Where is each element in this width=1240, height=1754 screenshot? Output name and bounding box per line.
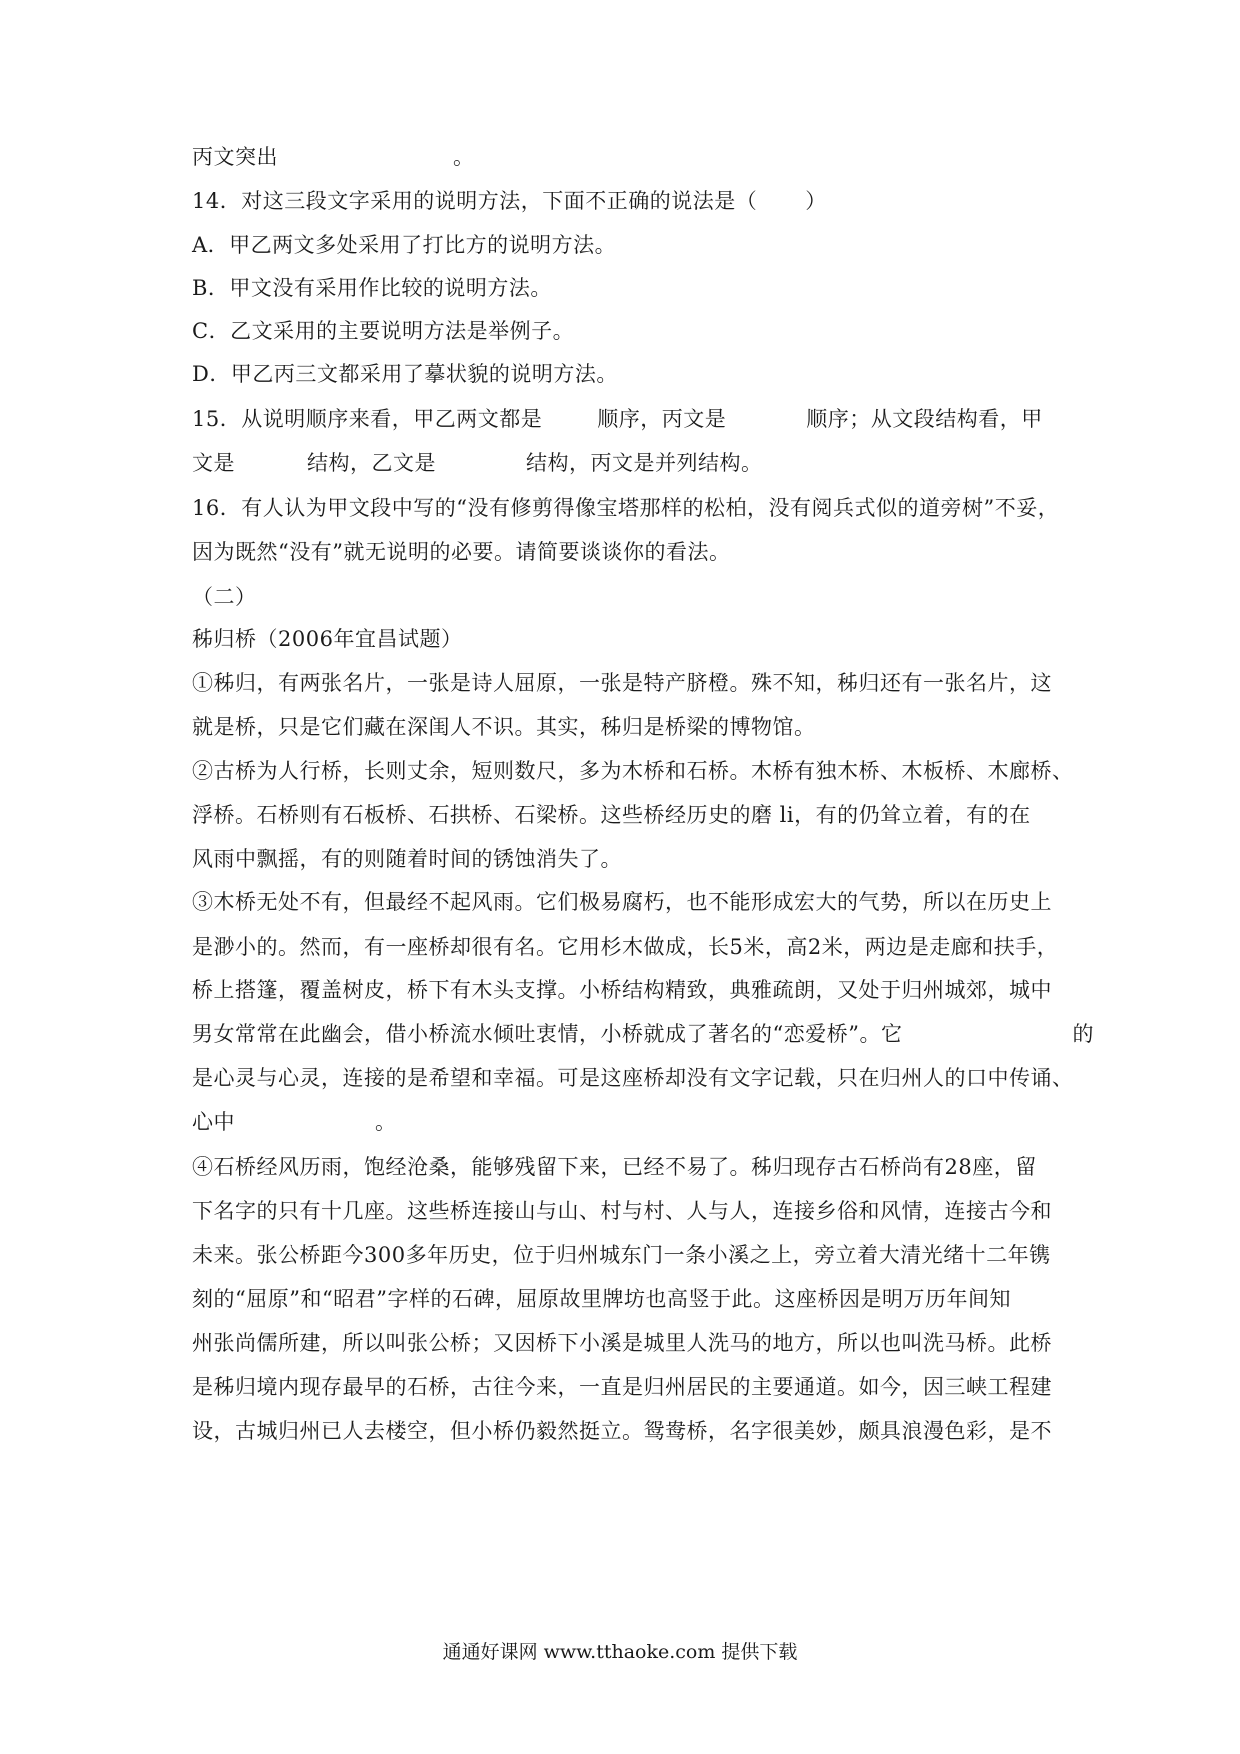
line-text: 结构，乙文是 <box>307 451 436 475</box>
text-line <box>192 273 1062 303</box>
line-text: ③木桥无处不有，但最经不起风雨。它们极易腐朽，也不能形成宏大的气势，所以在历史上 <box>192 890 1052 914</box>
text-line <box>192 1284 1062 1314</box>
text-line <box>192 493 1062 523</box>
line-text: ②古桥为人行桥，长则丈余，短则数尺，多为木桥和石桥。木桥有独木桥、木板桥、木廊桥、 <box>192 759 1074 783</box>
line-text: 结构，丙文是并列结构。 <box>526 451 763 475</box>
line-text: 14．对这三段文字采用的说明方法，下面不正确的说法是（ <box>192 189 758 213</box>
text-line <box>192 230 1062 260</box>
text-line <box>192 975 1062 1005</box>
line-text: ①秭归，有两张名片，一张是诗人屈原，一张是特产脐橙。殊不知，秭归还有一张名片，这 <box>192 671 1052 695</box>
text-line <box>192 359 1062 389</box>
text-line <box>192 1152 1062 1182</box>
text-line <box>192 932 1062 962</box>
line-text: 。 <box>453 145 475 169</box>
line-text: 是渺小的。然而，有一座桥却很有名。它用杉木做成，长5米，高2米，两边是走廊和扶手， <box>192 935 1059 959</box>
page-footer: 通通好课网 www.tthaoke.com 提供下载 <box>442 1641 798 1663</box>
text-line <box>192 668 1062 698</box>
text-line <box>192 844 1062 874</box>
text-line <box>192 1328 1062 1358</box>
line-text: 设，古城归州已人去楼空，但小桥仍毅然挺立。鸳鸯桥，名字很美妙，颇具浪漫色彩，是不 <box>192 1419 1052 1443</box>
text-line <box>192 404 1062 434</box>
text-line <box>192 1372 1062 1402</box>
line-text: 顺序；从文段结构看，甲 <box>806 407 1043 431</box>
line-text: 就是桥，只是它们藏在深闺人不识。其实，秭归是桥梁的博物馆。 <box>192 715 816 739</box>
text-line <box>192 1019 1094 1049</box>
line-text: 因为既然“没有”就无说明的必要。请简要谈谈你的看法。 <box>192 540 731 564</box>
text-line <box>192 887 1062 917</box>
text-line <box>192 1196 1062 1226</box>
line-text: 下名字的只有十几座。这些桥连接山与山、村与村、人与人，连接乡俗和风情，连接古今和 <box>192 1199 1052 1223</box>
text-line <box>192 624 1062 654</box>
text-line <box>192 537 1062 567</box>
text-line <box>192 1240 1062 1270</box>
line-text: 文是 <box>192 451 235 475</box>
line-text: ④石桥经风历雨，饱经沧桑，能够残留下来，已经不易了。秭归现存古石桥尚有28座，留 <box>192 1155 1037 1179</box>
line-text: D．甲乙丙三文都采用了摹状貌的说明方法。 <box>192 362 618 386</box>
line-text: ） <box>805 189 827 213</box>
text-line <box>192 1416 1062 1446</box>
text-line <box>192 1107 1062 1137</box>
line-text: （二） <box>192 585 257 609</box>
text-line <box>192 142 1062 172</box>
line-text: 刻的“屈原”和“昭君”字样的石碑，屈原故里牌坊也高竖于此。这座桥因是明万历年间知 <box>192 1287 1011 1311</box>
line-text: A．甲乙两文多处采用了打比方的说明方法。 <box>192 233 617 257</box>
text-line <box>192 186 1062 216</box>
text-line <box>192 756 1074 786</box>
line-text: 桥上搭篷，覆盖树皮，桥下有木头支撑。小桥结构精致，典雅疏朗，又处于归州城郊，城中 <box>192 978 1052 1002</box>
line-text: 的 <box>1072 1022 1094 1046</box>
text-line <box>192 316 1062 346</box>
text-line <box>192 582 1062 612</box>
line-text: 丙文突出 <box>192 145 278 169</box>
line-text: 是秭归境内现存最早的石桥，古往今来，一直是归州居民的主要通道。如今，因三峡工程建 <box>192 1375 1052 1399</box>
text-line <box>192 448 1062 478</box>
line-text: 16．有人认为甲文段中写的“没有修剪得像宝塔那样的松柏，没有阅兵式似的道旁树”不妥， <box>192 496 1060 520</box>
line-text: 15．从说明顺序来看，甲乙两文都是 <box>192 407 543 431</box>
line-text: 心中 <box>192 1110 235 1134</box>
line-text: 男女常常在此幽会，借小桥流水倾吐衷情，小桥就成了著名的“恋爱桥”。它 <box>192 1022 903 1046</box>
text-line <box>192 1063 1074 1093</box>
line-text: 浮桥。石桥则有石板桥、石拱桥、石梁桥。这些桥经历史的磨 li，有的仍耸立着，有的在 <box>192 803 1031 827</box>
line-text: 顺序，丙文是 <box>597 407 727 431</box>
line-text: 未来。张公桥距今300多年历史，位于归州城东门一条小溪之上，旁立着大清光绪十二年镌 <box>192 1243 1051 1267</box>
line-text: 是心灵与心灵，连接的是希望和幸福。可是这座桥却没有文字记载，只在归州人的口中传诵、 <box>192 1066 1074 1090</box>
line-text: 风雨中飘摇，有的则随着时间的锈蚀消失了。 <box>192 847 622 871</box>
line-text: 州张尚儒所建，所以叫张公桥；又因桥下小溪是城里人洗马的地方，所以也叫洗马桥。此桥 <box>192 1331 1052 1355</box>
line-text: 。 <box>375 1110 397 1134</box>
line-text: 秭归桥（2006年宜昌试题） <box>192 627 463 651</box>
text-line <box>192 800 1062 830</box>
line-text: B．甲文没有采用作比较的说明方法。 <box>192 276 552 300</box>
text-line <box>192 712 1062 742</box>
line-text: C．乙文采用的主要说明方法是举例子。 <box>192 319 575 343</box>
